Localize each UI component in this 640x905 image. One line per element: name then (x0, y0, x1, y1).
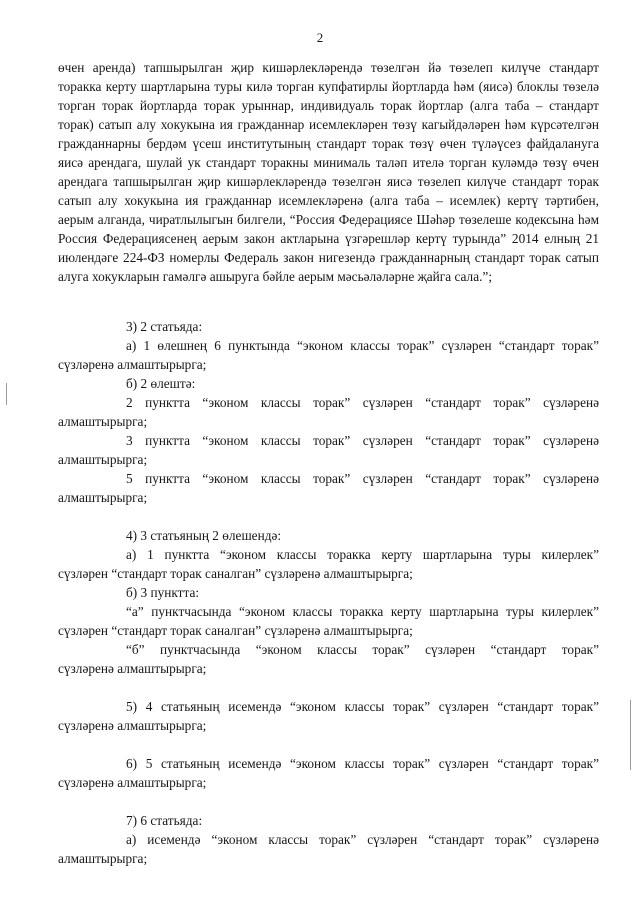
section-3-a-line-1: а) 1 өлешнең 6 пунктында “эконом классы торак” сүзләрен “стандарт торак” (126, 338, 599, 353)
section-3-p5-line-2: алмаштырырга; (58, 490, 148, 505)
section-6-line-2: сүзләренә алмаштырырга; (58, 775, 207, 790)
section-3-p2-line-2: алмаштырырга; (58, 414, 148, 429)
section-4-sub-a-line-2: сүзләрен “стандарт торак саналган” сүзләренә алмаштырырга; (58, 623, 413, 638)
section-3-p3-line-2: алмаштырырга; (58, 452, 148, 467)
section-7-a-line-2: алмаштырырга; (58, 851, 148, 866)
intro-paragraph: өчен аренда) тапшырылган җир кишәрлекләрендә төзелгән йә төзелеп килүче стандарт торакка керту шартларына туры килә торган купфатирлы йортларда һәм (яисә) блоклы төзелә торган торак йортларда торак урыннар, индивидуаль торак йортлар (алга таба – стандарт торак) сатып алу хокукына ия гражданнар исемлекләрен төзү кагыйдәләрен һәм күрсәтелгән гражданнарны бердәм үсеш институтының стандарт торак төзү өчен түләүсез файдалануга яисә арендага, шулай ук стандарт торакны минималь таләп ителә торган куләмдә төзү өчен арендага тапшырылган җир кишәрлекләрендә төзелгән яисә төзелеп килүче стандарт торак сатып алу хокукына ия гражданнар исемлекләренә (алга таба – исемлек) кертү тәртибен, аерым алганда, чиратлылыгын билгели, “Россия Федерациясе Шәһәр төзелеше кодексына һәм Россия Федерациясенең аерым закон актларына үзгәрешләр кертү турында” 2014 елның 21 июлендәге 224-ФЗ номерлы Федераль закон нигезендә гражданнарның стандарт торак сатып алуга хокукларын гамәлгә ашыруга бәйле аерым мәсьәләләрне җайга сала.”; (58, 60, 599, 284)
section-4-a-line-1: а) 1 пунктта “эконом классы торакка керту шартларына туры килерлек” (126, 547, 599, 562)
section-4-sub-b-line-1: “б” пунктчасында “эконом классы торак” сүзләрен “стандарт торак” (126, 642, 599, 657)
section-3-a-line-2: сүзләренә алмаштырырга; (58, 357, 207, 372)
section-7-a-line-1: а) исемендә “эконом классы торак” сүзләрен “стандарт торак” сүзләренә (126, 832, 599, 847)
section-4-sub-a-line-1: “а” пунктчасында “эконом классы торакка керту шартларына туры килерлек” (126, 604, 599, 619)
page-number: 2 (316, 30, 324, 45)
section-4-heading: 4) 3 статьяның 2 өлешендә: (126, 528, 282, 543)
section-4-a-line-2: сүзләрен “стандарт торак саналган” сүзләренә алмаштырырга; (58, 566, 413, 581)
section-3-p2-line-1: 2 пунктта “эконом классы торак” сүзләрен “стандарт торак” сүзләренә (126, 395, 599, 410)
section-4-sub-b-line-2: сүзләренә алмаштырырга; (58, 661, 207, 676)
section-4-b-heading: б) 3 пунктта: (126, 585, 200, 600)
scan-artifact-right (630, 700, 631, 770)
section-3-p5-line-1: 5 пунктта “эконом классы торак” сүзләрен “стандарт торак” сүзләренә (126, 471, 599, 486)
section-6-line-1: 6) 5 статьяның исемендә “эконом классы торак” сүзләрен “стандарт торак” (126, 756, 599, 771)
scan-artifact-left (6, 383, 7, 405)
section-3-b-heading: б) 2 өлештә: (126, 376, 196, 391)
section-3-heading: 3) 2 статьяда: (126, 319, 203, 334)
section-3-p3-line-1: 3 пунктта “эконом классы торак” сүзләрен “стандарт торак” сүзләренә (126, 433, 599, 448)
section-5-line-1: 5) 4 статьяның исемендә “эконом классы торак” сүзләрен “стандарт торак” (126, 699, 599, 714)
section-5-line-2: сүзләренә алмаштырырга; (58, 718, 207, 733)
section-7-heading: 7) 6 статьяда: (126, 813, 203, 828)
